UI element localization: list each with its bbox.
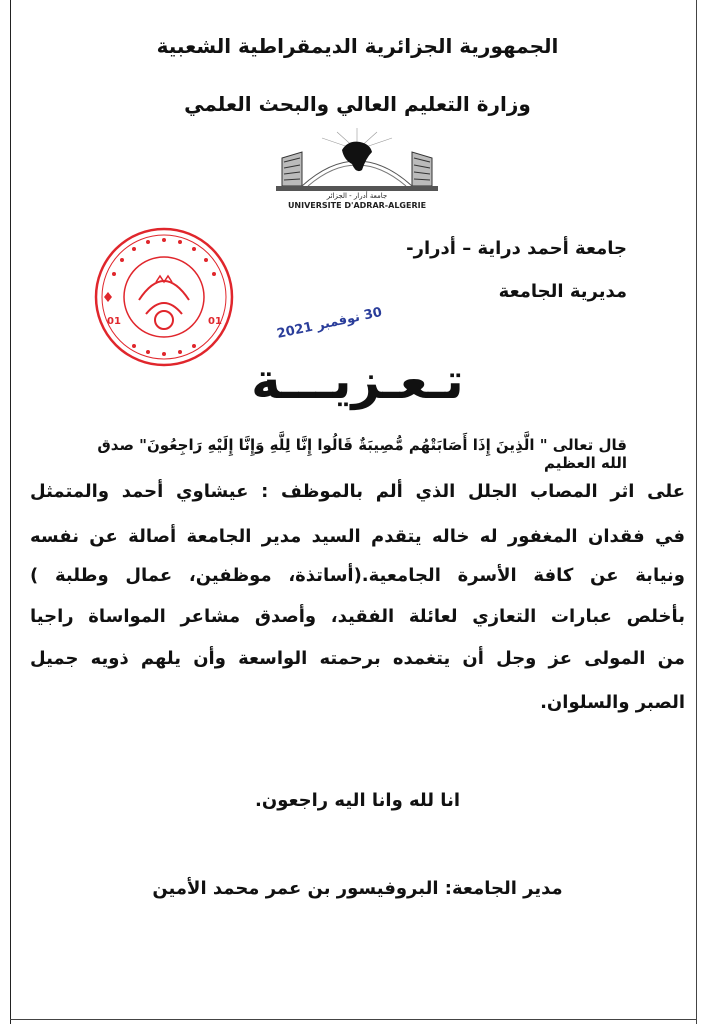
date-stamp: 30 نوفمبر 2021 [275,305,384,342]
republic-heading: الجمهورية الجزائرية الديمقراطية الشعبية [156,34,559,58]
university-logo [262,128,452,210]
quran-verse: قال تعالى " الَّذِينَ إِذَا أَصَابَتْهُم مُّصِيبَةٌ قَالُوا إِنَّا لِلَّهِ وَإِنَّا إِلَيْهِ رَاجِعُونَ" صدق الله العظيم [97,436,627,472]
logo-latin-caption: UNIVERSITE D'ADRAR-ALGERIE [287,201,427,210]
svg-text:01: 01 [208,316,222,327]
svg-text:01: 01 [107,316,121,327]
body-line: على اثر المصاب الجلل الذي ألم بالموظف : عيشاوي أحمد والمتمثل [30,481,685,502]
body-line: ونيابة عن كافة الأسرة الجامعية.(أساتذة، موظفين، عمال وطلبة ) [30,565,685,586]
closing-phrase: انا لله وانا اليه راجعون. [255,790,460,811]
body-line: الصبر والسلوان. [540,692,685,713]
logo-caption: جامعة أدرار - الجزائر [326,192,388,200]
body-line: من المولى عز وجل أن يتغمده برحمته الواسعة وأن يلهم ذويه جميل [30,648,685,669]
body-line: بأخلص عبارات التعازي لعائلة الفقيد، وأصدق مشاعر المواساة راجيا [30,606,685,627]
directorate-name: مديرية الجامعة [498,281,627,302]
scan-edge-left [10,0,11,1024]
official-stamp [84,222,244,372]
scan-edge-bottom [10,1019,697,1020]
university-name: جامعة أحمد دراية – أدرار- [406,238,627,259]
document-title: تـعـزيـــة [251,352,464,410]
ministry-heading: وزارة التعليم العالي والبحث العلمي [184,92,531,116]
signature-line: مدير الجامعة: البروفيسور بن عمر محمد الأمين [152,878,563,899]
body-line: في فقدان المغفور له خاله يتقدم السيد مدير الجامعة أصالة عن نفسه [30,526,685,547]
scan-edge-right [696,0,697,1024]
